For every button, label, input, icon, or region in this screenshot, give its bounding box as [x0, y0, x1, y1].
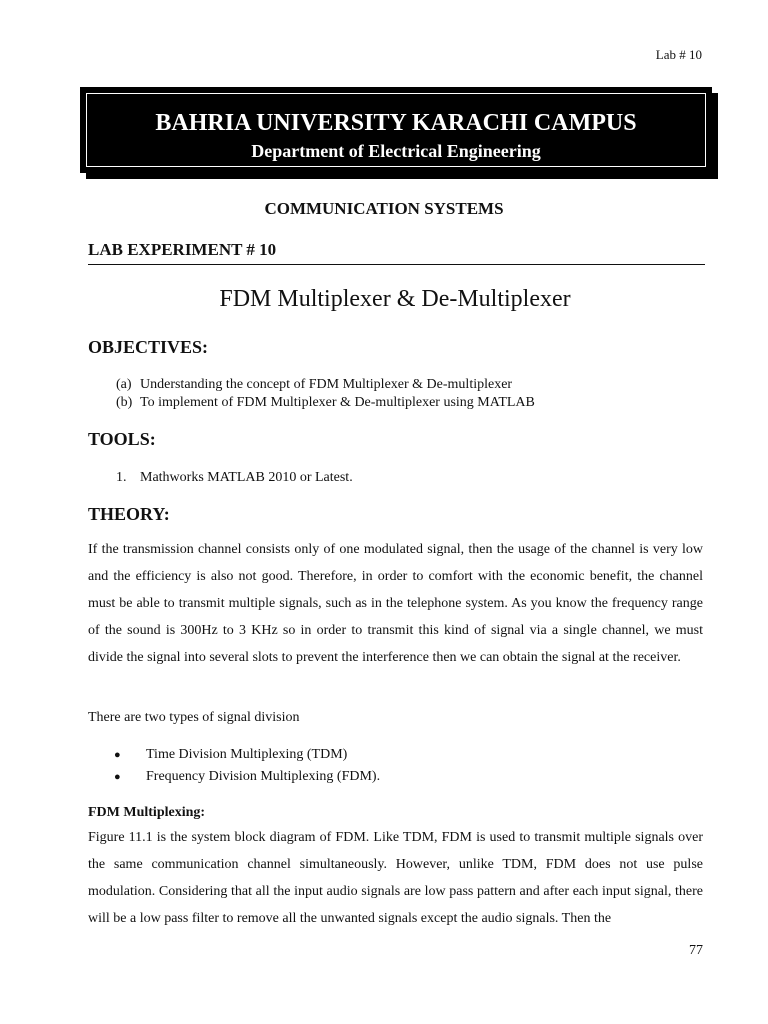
division-intro: There are two types of signal division	[88, 710, 300, 725]
fdm-multiplexing-heading: FDM Multiplexing:	[88, 805, 206, 820]
division-types-list	[114, 744, 380, 788]
document-title: FDM Multiplexer & De-Multiplexer	[219, 286, 571, 312]
lab-experiment-heading: LAB EXPERIMENT # 10	[88, 240, 705, 265]
objectives-list	[116, 376, 535, 412]
university-banner	[80, 87, 712, 173]
list-item: ● Time Division Multiplexing (TDM)	[114, 747, 348, 762]
list-item: (a) Understanding the concept of FDM Multiplexer & De-multiplexer	[116, 377, 513, 392]
fdm-paragraph: Figure 11.1 is the system block diagram of FDM. Like TDM, FDM is used to transmit multiple signals over the same communication channel simultaneously. However, unlike TDM, FDM does not use pulse modulation. Considering that all the input audio signals are low pass pattern and after each input signal, there will be a low pass filter to remove all the unwanted signals except the audio signals. Then the	[88, 830, 703, 926]
tools-list	[116, 469, 353, 487]
course-title: COMMUNICATION SYSTEMS	[264, 199, 504, 218]
theory-heading: THEORY:	[88, 504, 170, 524]
university-name: BAHRIA UNIVERSITY KARACHI CAMPUS	[155, 110, 637, 136]
tools-heading: TOOLS:	[88, 429, 156, 449]
list-item: ● Frequency Division Multiplexing (FDM).	[114, 769, 381, 784]
department-name: Department of Electrical Engineering	[251, 141, 541, 161]
list-item: 1. Mathworks MATLAB 2010 or Latest.	[116, 470, 353, 485]
running-header: Lab # 10	[655, 47, 702, 62]
objectives-heading: OBJECTIVES:	[88, 337, 209, 357]
banner-frame	[86, 93, 706, 167]
list-item: (b) To implement of FDM Multiplexer & De-multiplexer using MATLAB	[116, 395, 535, 410]
theory-paragraph: If the transmission channel consists only of one modulated signal, then the usage of the channel is very low and the efficiency is also not good. Therefore, in order to comfort with the economic benefit, the channel must be able to transmit multiple signals, such as in the telephone system. As you know the frequency range of the sound is 300Hz to 3 KHz so in order to transmit this kind of signal via a single channel, we must divide the signal into several slots to prevent the interference then we can obtain the signal at the receiver.	[88, 542, 703, 665]
page-number: 77	[689, 943, 703, 958]
